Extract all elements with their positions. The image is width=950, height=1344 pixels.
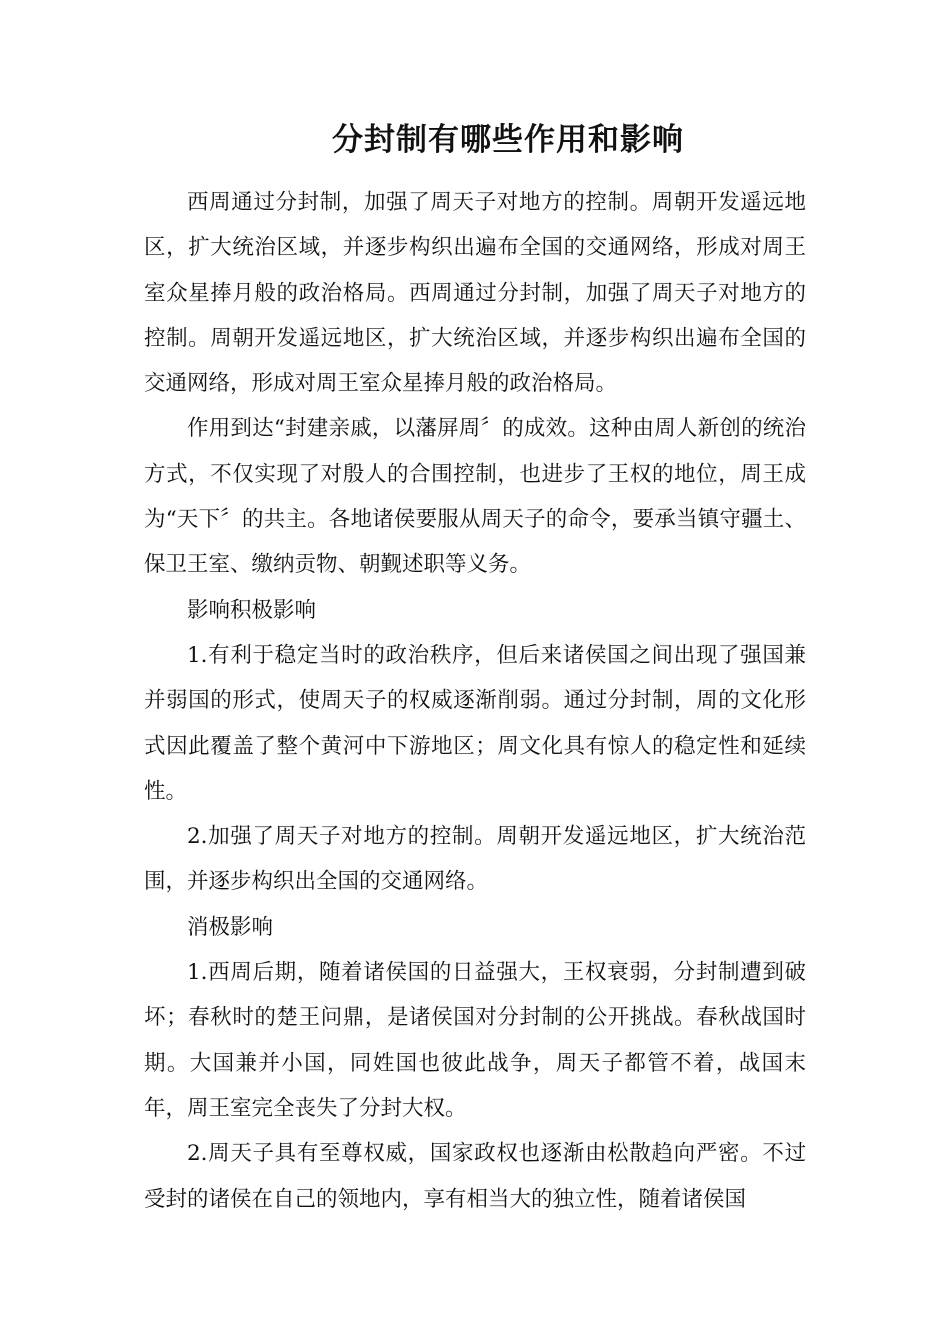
document-body xyxy=(144,180,806,1222)
paragraph-function: 作用到达“封建亲戚，以藩屏周〞的成效。这种由周人新创的统治方式，不仅实现了对殷人的合围控制，也进步了王权的地位，周王成为“天下〞的共主。各地诸侯要服从周天子的命令，要承当镇守疆土、保卫王室、缴纳贡物、朝觐述职等义务。 xyxy=(144,416,806,578)
paragraph-positive-2: 2.加强了周天子对地方的控制。周朝开发遥远地区，扩大统治范围，并逐步构织出全国的交通网络。 xyxy=(144,824,806,895)
heading-negative-impact: 消极影响 xyxy=(187,914,274,940)
paragraph-negative-1: 1.西周后期，随着诸侯国的日益强大，王权衰弱，分封制遭到破坏；春秋时的楚王问鼎，是诸侯国对分封制的公开挑战。春秋战国时期。大国兼并小国，同姓国也彼此战争，周天子都管不着，战国末年，周王室完全丧失了分封大权。 xyxy=(144,960,806,1121)
paragraph-intro: 西周通过分封制，加强了周天子对地方的控制。周朝开发遥远地区，扩大统治区域，并逐步构织出遍布全国的交通网络，形成对周王室众星捧月般的政治格局。西周通过分封制，加强了周天子对地方的控制。周朝开发遥远地区，扩大统治区域，并逐步构织出遍布全国的交通网络，形成对周王室众星捧月般的政治格局。 xyxy=(144,190,806,397)
paragraph-negative-2: 2.周天子具有至尊权威，国家政权也逐渐由松散趋向严密。不过受封的诸侯在自己的领地内，享有相当大的独立性，随着诸侯国 xyxy=(144,1141,806,1212)
heading-positive-impact: 影响积极影响 xyxy=(187,597,317,623)
paragraph-positive-1: 1.有利于稳定当时的政治秩序，但后来诸侯国之间出现了强国兼并弱国的形式，使周天子的权威逐渐削弱。通过分封制，周的文化形式因此覆盖了整个黄河中下游地区；周文化具有惊人的稳定性和延续性。 xyxy=(144,642,806,804)
document-title: 分封制有哪些作用和影响 xyxy=(332,122,684,158)
